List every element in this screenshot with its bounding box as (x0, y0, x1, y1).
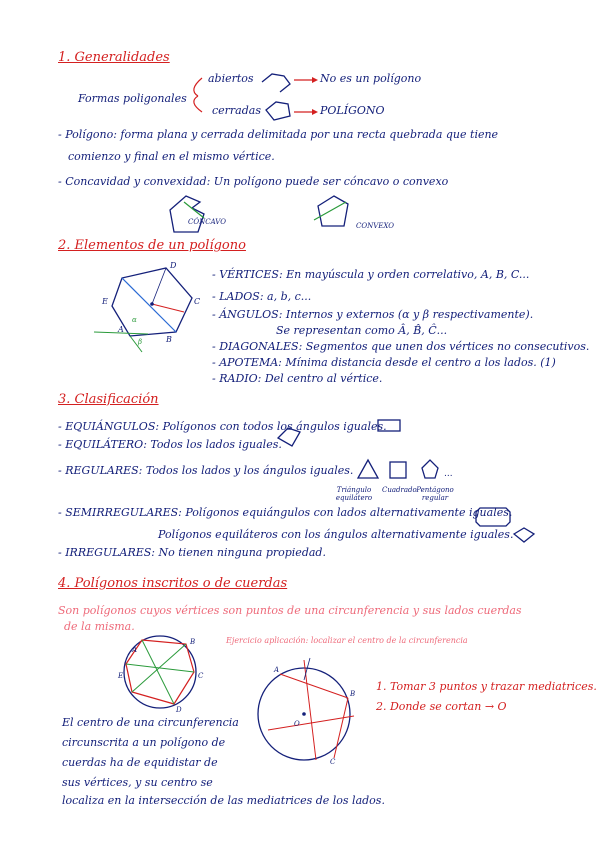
inscribed-polygon-diagram (114, 630, 206, 714)
rhombus-figure (274, 426, 302, 450)
svg-text:C: C (194, 297, 201, 306)
no-poligono-label: No es un polígono (320, 72, 422, 85)
angulos-text-2: Se representan como Â, B̂, Ĉ... (276, 324, 448, 337)
section-2-title: 2. Elementos de un polígono (58, 238, 246, 253)
svg-text:E: E (118, 672, 124, 680)
poligono-label: POLÍGONO (320, 104, 385, 117)
inscritos-intro-1: Son polígonos cuyos vértices son puntos de una circunferencia y sus lados cuerdas (58, 604, 522, 617)
section-3-title: 3. Clasificación (58, 392, 159, 407)
cerradas-label: cerradas (212, 104, 261, 117)
lados-text: - LADOS: a, b, c... (212, 290, 312, 303)
convexo-label: CONVEXO (356, 222, 394, 230)
abiertos-label: abiertos (208, 72, 254, 85)
cuadrado-label: Cuadrado (382, 486, 417, 494)
centro-text-3: cuerdas ha de equidistar de (62, 756, 218, 769)
svg-text:β: β (138, 338, 143, 346)
svg-text:A: A (274, 666, 280, 674)
svg-text:A: A (118, 325, 124, 334)
section-1-title: 1. Generalidades (58, 50, 170, 65)
svg-text:C: C (330, 758, 336, 766)
pentagono-label: Pentágono regular (416, 486, 454, 502)
equilatero-text: - EQUILÁTERO: Todos los lados iguales. (58, 438, 282, 451)
svg-text:O: O (294, 720, 300, 728)
diagonales-text: - DIAGONALES: Segmentos que unen dos vértices no consecutivos. (212, 340, 590, 353)
regulares-text: - REGULARES: Todos los lados y los ángulos iguales. (58, 464, 354, 477)
svg-text:...: ... (444, 469, 453, 479)
centro-text-5: localiza en la intersección de las mediatrices de los lados. (62, 794, 385, 807)
concavo-label: CÓNCAVO (188, 218, 226, 226)
centro-text-2: circunscrita a un polígono de (62, 736, 226, 749)
svg-text:B: B (350, 690, 356, 698)
svg-text:C: C (198, 672, 204, 680)
svg-text:α: α (132, 316, 137, 324)
concavidad-text: - Concavidad y convexidad: Un polígono puede ser cóncavo o convexo (58, 175, 449, 188)
equiangulos-text: - EQUIÁNGULOS: Polígonos con todos los ángulos iguales. (58, 420, 387, 433)
def-poligono-line-1: - Polígono: forma plana y cerrada delimitada por una recta quebrada que tiene (58, 128, 499, 141)
vertices-text: - VÉRTICES: En mayúscula y orden correlativo, A, B, C... (212, 268, 530, 281)
formas-label: Formas poligonales (78, 92, 187, 105)
svg-text:E: E (102, 297, 108, 306)
polygon-elements-diagram (88, 262, 208, 356)
centro-text-1: El centro de una circunferencia (62, 716, 239, 729)
ejercicio-text: Ejercicio aplicación: localizar el centro de la circunferencia (226, 636, 468, 645)
svg-text:B: B (166, 335, 172, 344)
svg-text:D: D (170, 261, 177, 270)
rectangle-figure (376, 418, 406, 434)
semiregular-figures (472, 506, 538, 548)
paso-1-text: 1. Tomar 3 puntos y trazar mediatrices. (376, 680, 597, 693)
regular-polygons-figures (354, 458, 464, 482)
triangulo-label: Triángulo equilátero (335, 486, 373, 502)
radio-text: - RADIO: Del centro al vértice. (212, 372, 383, 385)
centro-text-4: sus vértices, y su centro se (62, 776, 213, 789)
concave-convex-figures (160, 192, 400, 240)
semiregulares-text-1: - SEMIRREGULARES: Polígonos equiángulos con lados alternativamente iguales. (58, 506, 513, 519)
paso-2-text: 2. Donde se cortan → O (376, 700, 507, 713)
section-4-title: 4. Polígonos inscritos o de cuerdas (58, 576, 288, 591)
svg-text:A: A (132, 646, 138, 654)
semiregulares-text-2: Polígonos equiláteros con los ángulos alternativamente iguales. (158, 528, 514, 541)
irregulares-text: - IRREGULARES: No tienen ninguna propiedad. (58, 546, 326, 559)
circle-center-exercise-diagram (250, 650, 360, 766)
inscritos-intro-2: de la misma. (64, 620, 135, 633)
svg-text:D: D (176, 706, 182, 714)
def-poligono-line-2: comienzo y final en el mismo vértice. (68, 150, 275, 163)
svg-text:B: B (190, 638, 196, 646)
angulos-text-1: - ÁNGULOS: Internos y externos (α y β respectivamente). (212, 308, 534, 321)
apotema-text: - APOTEMA: Mínima distancia desde el centro a los lados. (1) (212, 356, 556, 369)
